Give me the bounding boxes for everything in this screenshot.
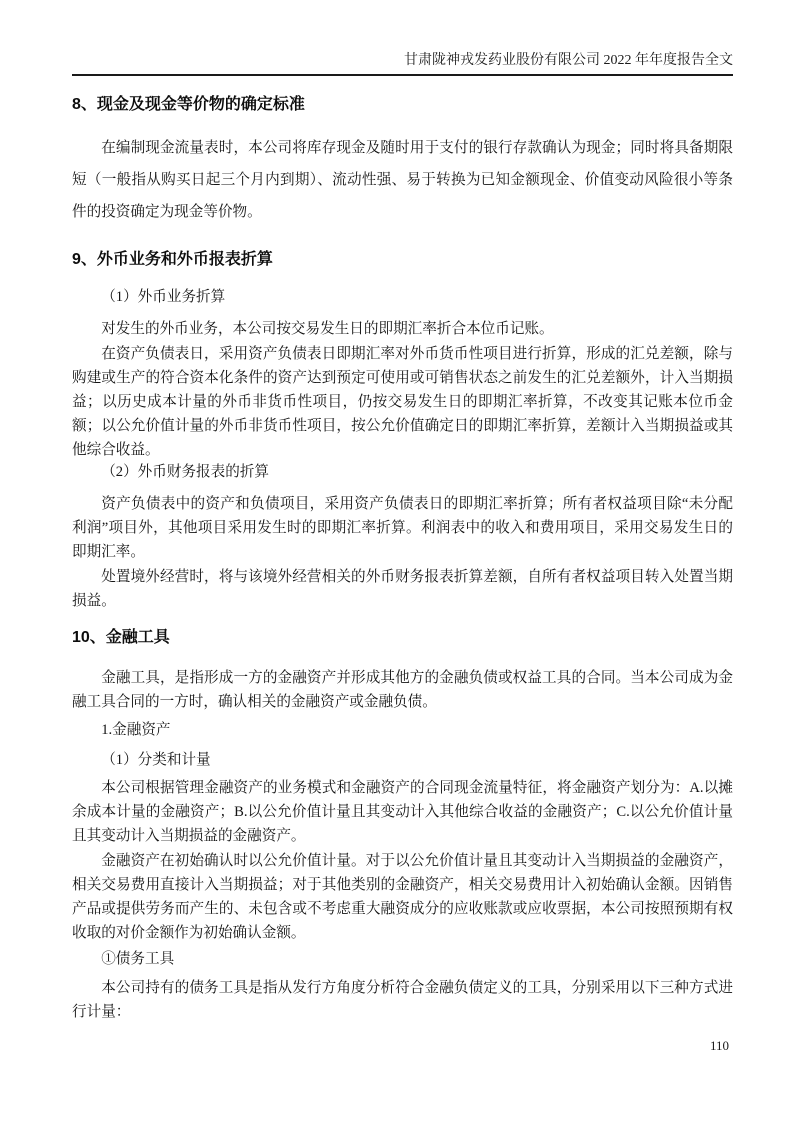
document-body <box>72 96 733 1024</box>
paragraph-statement-translation-method: 资产负债表中的资产和负债项目，采用资产负债表日的即期汇率折算；所有者权益项目除“未分配利润”项目外，其他项目采用发生时的即期汇率折算。利润表中的收入和费用项目，采用交易发生日的即期汇率。 <box>72 496 733 560</box>
paragraph-financial-instruments-definition: 金融工具，是指形成一方的金融资产并形成其他方的金融负债或权益工具的合同。当本公司成为金融工具合同的一方时，确认相关的金融资产或金融负债。 <box>72 670 733 710</box>
paragraph-initial-measurement: 金融资产在初始确认时以公允价值计量。对于以公允价值计量且其变动计入当期损益的金融资产，相关交易费用直接计入当期损益；对于其他类别的金融资产，相关交易费用计入初始确认金额。因销售产品或提供劳务而产生的、未包含或不考虑重大融资成分的应收账款或应收票据，本公司按照预期有权收取的对价金额作为初始确认金额。 <box>72 853 733 941</box>
paragraph-balance-sheet-date-translation: 在资产负债表日，采用资产负债表日即期汇率对外币货币性项目进行折算，形成的汇兑差额，除与购建或生产的符合资本化条件的资产达到预定可使用或可销售状态之前发生的汇兑差额外，计入当期损益；以历史成本计量的外币非货币性项目，仍按交易发生日的即期汇率折算，不改变其记账本位币金额；以公允价值计量的外币非货币性项目，按公允价值确定日的即期汇率折算，差额计入当期损益或其他综合收益。 <box>72 346 733 458</box>
paragraph-foreign-currency-transaction: 对发生的外币业务，本公司按交易发生日的即期汇率折合本位币记账。 <box>101 321 554 337</box>
document-header <box>72 0 733 76</box>
header-title: 甘肃陇神戎发药业股份有限公司 2022 年年度报告全文 <box>404 53 733 68</box>
paragraph-debt-instruments-measurement: 本公司持有的债务工具是指从发行方角度分析符合金融负债定义的工具，分别采用以下三种方式进行计量： <box>72 980 733 1020</box>
subheading-debt-instruments: ①债务工具 <box>101 951 175 967</box>
subheading-classification-measurement: （1）分类和计量 <box>101 752 211 768</box>
page-footer <box>710 1038 729 1054</box>
section-10-heading: 10、金融工具 <box>72 629 170 646</box>
subheading-financial-statement-translation: （2）外币财务报表的折算 <box>101 464 270 480</box>
subheading-financial-assets: 1.金融资产 <box>101 722 171 738</box>
section-9-heading: 9、外币业务和外币报表折算 <box>72 251 273 268</box>
subheading-foreign-currency-translation: （1）外币业务折算 <box>101 289 226 305</box>
paragraph-cash-equivalents: 在编制现金流量表时，本公司将库存现金及随时用于支付的银行存款确认为现金；同时将具备期限短（一般指从购买日起三个月内到期）、流动性强、易于转换为已知金额现金、价值变动风险很小等条件的投资确定为现金等价物。 <box>72 140 733 220</box>
page-number: 110 <box>709 1038 729 1053</box>
section-8-heading: 8、现金及现金等价物的确定标准 <box>72 96 305 113</box>
paragraph-overseas-operation-disposal: 处置境外经营时，将与该境外经营相关的外币财务报表折算差额，自所有者权益项目转入处置当期损益。 <box>72 569 733 609</box>
paragraph-financial-asset-classification: 本公司根据管理金融资产的业务模式和金融资产的合同现金流量特征，将金融资产划分为：A.以摊余成本计量的金融资产；B.以公允价值计量且其变动计入其他综合收益的金融资产；C.以公允价值计量且其变动计入当期损益的金融资产。 <box>72 780 733 844</box>
